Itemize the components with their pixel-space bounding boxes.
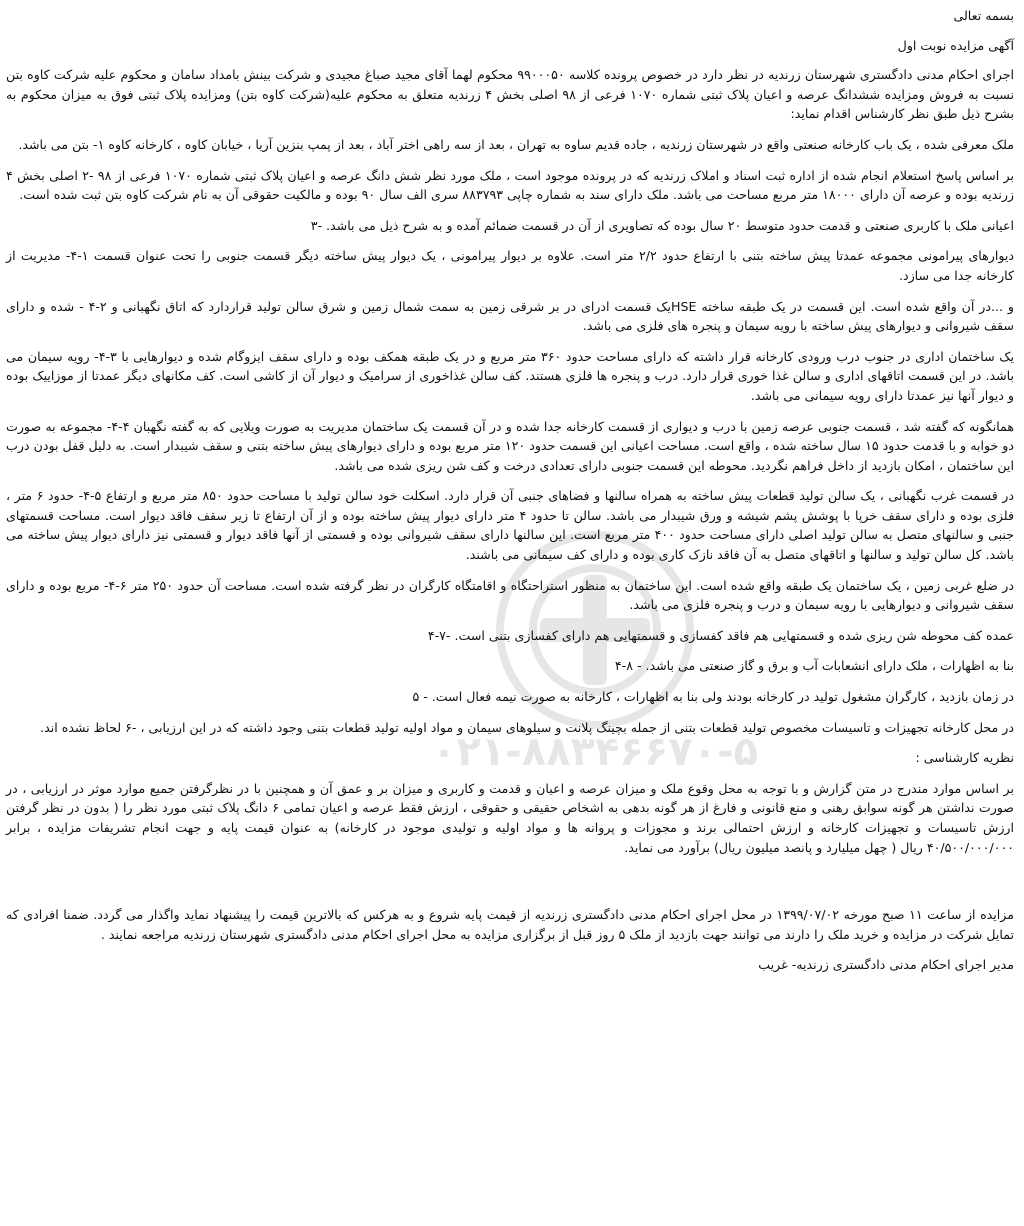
signature-line: مدیر اجرای احکام مدنی دادگستری زرندیه- غریب [758,957,1014,973]
item-4-8-paragraph: بنا به اظهارات ، ملک دارای انشعابات آب و برق و گاز صنعتی می باشد. - ۸-۴ [614,658,1014,674]
watermark-phone: ۰۲۱-۸۸۳۴۶۶۷۰-۵ [431,729,759,775]
item-4-3-paragraph: یک ساختمان اداری در جنوب درب ورودی کارخانه قرار داشته که دارای مساحت حدود ۳۶۰ متر مربع و در یک طبقه همکف بوده و دارای سقف ایزوگام شده و دیوارهایی با ۳-۴- رویه سیمان می باشد. در این قسمت اتاقهای اداری و سالن غذا خوری قرار دارد. درب و پنجره ها فلزی هستند. کف سالن غذاخوری از سرامیک و دیوار آن از کاشی است. کف مکانهای دیگر عمدتا از موزاییک بوده و دیوار آنها نیز عمدتا دارای رویه سیمانی می باشد. [6,348,1014,403]
item-2-paragraph: بر اساس پاسخ استعلام انجام شده از اداره ثبت اسناد و املاک زرندیه که در پرونده موجود است ، ملک مورد نظر شش دانگ عرصه و اعیان پلاک ثبتی شماره ۱۰۷۰ فرعی از ۹۸ -۲ اصلی بخش ۴ زرندیه بوده و عرصه آن دارای ۱۸۰۰۰ متر مربع مساحت می باشد. ملک دارای سند به شماره چاپی ۸۸۳۷۹۳ سری الف سال ۹۰ بوده و مالکیت حقوقی آن به نام شرکت کاوه بتن ثبت شده است. [6,167,1014,203]
item-4-6-paragraph: در ضلع غربی زمین ، یک ساختمان یک طبقه واقع شده است. این ساختمان به منظور استراحتگاه و اقامتگاه کارگران در نظر گرفته شده است. مساحت آن حدود ۲۵۰ متر ۶-۴- مربع بوده و دارای سقف شیروانی و دیوارهایی با رویه سیمان و درب و پنجره فلزی می باشد. [6,577,1014,613]
notice-title: آگهی مزایده نوبت اول [897,37,1014,53]
auction-notice-document [6,6,1014,988]
opinion-heading: نظریه کارشناسی : [915,750,1014,766]
opinion-paragraph: بر اساس موارد مندرج در متن گزارش و با توجه به محل وقوع ملک و میزان عرصه و اعیان و قدمت و کاربری و میزان بر و عمق آن و همچنین با در نظرگرفتن جمیع موارد موثر در ارزیابی ، در صورت نداشتن هر گونه سوابق رهنی و منع قانونی و فارغ از هر گونه بدهی به اشخاص حقیقی و حقوقی ، ارزش فقط عرصه و اعیان تمامی ۶ دانگ پلاک ثبتی مورد نظر را ( بدون در نظر گرفتن ارزش تاسیسات و تجهیزات کارخانه و ارزش احتمالی برند و مجوزات و پروانه ها و مواد اولیه و تولیدی موجود در کارخانه) به عنوان قیمت پایه و جهت انجام تشریفات مزایده ، برابر ۴۰/۵۰۰/۰۰۰/۰۰۰ ریال ( چهل میلیارد و پانصد میلیون ریال) برآورد می نماید. [6,780,1014,855]
item-4-7-paragraph: عمده کف محوطه شن ریزی شده و قسمتهایی هم فاقد کفسازی و قسمتهایی هم دارای کفسازی بتنی است. -۷-۴ [427,627,1014,643]
item-1-paragraph: ملک معرفی شده ، یک باب کارخانه صنعتی واقع در شهرستان زرندیه ، جاده قدیم ساوه به تهران ، بعد از سه راهی اختر آباد ، بعد از پمپ بنزین آریا ، خیابان کاوه ، کارخانه کاوه ۱- بتن می باشد. [18,136,1014,152]
item-4-2-paragraph: و ...در آن واقع شده است. این قسمت در یک طبقه ساخته HSEیک قسمت ادرای در بر شرقی زمین به سمت شمال زمین و شرق سالن تولید قراردارد که اتاق نگهبانی و ۲-۴ - شده و دارای سقف شیروانی و دیوارهای پیش ساخته با رویه سیمان و پنجره های فلزی می باشد. [6,298,1014,334]
item-4-5-paragraph: در قسمت غرب نگهبانی ، یک سالن تولید قطعات پیش ساخته به همراه سالنها و فضاهای جنبی آن قرار دارد. اسکلت خود سالن تولید با مساحت حدود ۸۵۰ متر مربع و ارتفاع ۵-۴- حدود ۶ متر ، فلزی بوده و دارای سقف خرپا با پوشش پشم شیشه و ورق شیبدار می باشد. سالن تا حدود ۴ متر دارای دیوار پیش ساخته بوده و از آن ارتفاع تا زیر سقف فاقد دیوار است. مساحت قسمتهای جنبی و سالنهای متصل به سالن تولید اصلی دارای مساحت حدود ۴۰۰ متر مربع است. این سالنها دارای سقف شیروانی بوده و قسمتی از آنها فاقد دیوار و قسمتی نیز دارای دیوار پیش ساخته می باشد. کل سالن تولید و سالنها و اتاقهای متصل به آن فاقد نازک کاری بوده و دارای کف سیمانی می باشند. [6,488,1014,563]
auction-terms-paragraph: مزایده از ساعت ۱۱ صبح مورخه ۱۳۹۹/۰۷/۰۲ در محل اجرای احکام مدنی دادگستری زرندیه از قیمت پایه شروع و به هرکس که بالاترین قیمت را پیشنهاد نماید واگذار می گردد. ضمنا افرادی که تمایل شرکت در مزایده و خرید ملک را دارند می توانند جهت بازدید از ملک ۵ روز قبل از برگزاری مزایده به محل اجرای احکام مدنی دادگستری شهرستان زرندیه مراجعه نمایند . [6,907,1014,942]
bismillah-heading: بسمه تعالی [953,8,1014,23]
item-6-paragraph: در محل کارخانه تجهیزات و تاسیسات مخصوص تولید قطعات بتنی از جمله بچینگ پلانت و سیلوهای سیمان و مواد اولیه تولید قطعات بتنی وجود داشته که در این ارزیابی ، -۶ لحاظ نشده اند. [40,719,1014,735]
intro-paragraph: اجرای احکام مدنی دادگستری شهرستان زرندیه در نظر دارد در خصوص پرونده کلاسه ۹۹۰۰۰۵۰ محکوم لهما آقای مجید صباغ مجیدی و شرکت بینش بامداد سامان و محکوم علیه شرکت کاوه بتن نسبت به فروش ومزایده ششدانگ عرصه و اعیان پلاک ثبتی شماره ۱۰۷۰ فرعی از ۹۸ اصلی بخش ۴ زرندیه متعلق به محکوم علیه(شرکت کاوه بتن) ومزایده پلاک ثبتی فوق به میزان محکوم به بشرح ذیل طبق نظر کارشناس اقدام نماید: [6,67,1014,122]
item-4-1-paragraph: دیوارهای پیرامونی مجموعه عمدتا پیش ساخته بتنی با ارتفاع حدود ۲/۲ متر است. علاوه بر دیوار پیرامونی ، یک دیوار پیش ساخته دیگر قسمت جنوبی را تحت عنوان قسمت ۱-۴- مدیریت از کارخانه جدا می سازد. [6,248,1014,283]
item-5-paragraph: در زمان بازدید ، کارگران مشغول تولید در کارخانه بودند ولی بنا به اظهارات ، کارخانه به صورت نیمه فعال است. - ۵ [412,689,1014,705]
item-3-paragraph: اعیانی ملک با کاربری صنعتی و قدمت حدود متوسط ۲۰ سال بوده که تصاویری از آن در قسمت ضمائم آمده و به شرح ذیل می باشد. -۳ [310,217,1014,233]
item-4-4-paragraph: همانگونه که گفته شد ، قسمت جنوبی عرصه زمین با درب و دیواری از قسمت کارخانه جدا شده و در آن قسمت یک ساختمان مدیریت به صورت ویلایی که به گفته نگهبان ۴-۴- مجموعه به صورت دو خوابه و با قدمت حدود ۱۵ سال ساخته شده ، واقع است. مساحت اعیانی این قسمت حدود ۱۲۰ متر مربع بوده و دارای دیوارهای پیش ساخته بتنی و سقف شیبدار است. به دلیل قفل بودن درب این ساختمان ، امکان بازدید از داخل فراهم نگردید. محوطه این قسمت جنوبی دارای تعدادی درخت و کف شن ریزی شده می باشد. [6,418,1014,473]
